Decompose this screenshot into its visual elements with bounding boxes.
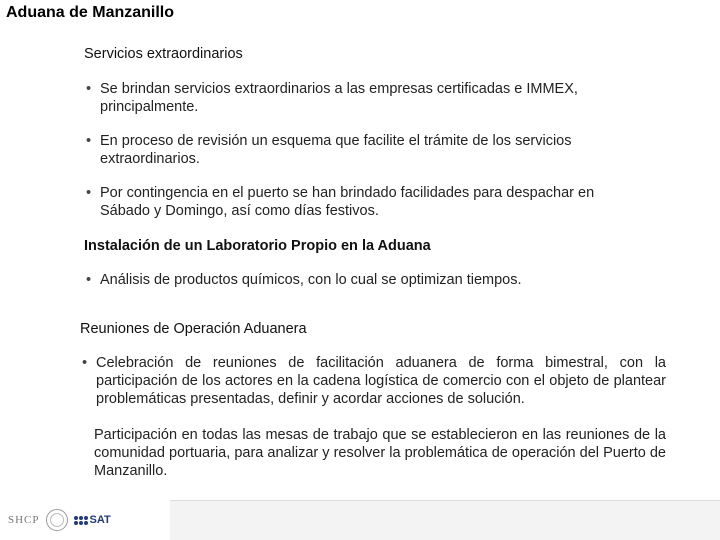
footer-logos	[0, 500, 170, 540]
sat-dots-icon	[74, 516, 88, 525]
paragraph-participacion: Participación en todas las mesas de trabajo que se establecieron en las reuniones de la comunidad portuaria, para analizar y resolver la problemática de operación del Puerto de Manzanillo.	[94, 427, 666, 479]
sat-logo-text: SAT	[89, 514, 111, 526]
bullet-list	[84, 271, 644, 289]
slide-title: Aduana de Manzanillo	[6, 4, 175, 21]
bullet-list	[80, 354, 666, 408]
bullet-item: • Celebración de reuniones de facilitación aduanera de forma bimestral, con la participación de los actores en la cadena logística de comercio con el objeto de plantear problemáticas presentadas, definir y acordar acciones de solución.	[80, 354, 666, 408]
footer	[0, 500, 720, 540]
section-servicios-extraordinarios	[84, 46, 644, 220]
sat-logo	[74, 514, 111, 526]
bullet-item: • Por contingencia en el puerto se han brindado facilidades para despachar en Sábado y Domingo, así como días festivos.	[84, 184, 644, 220]
bullet-list	[84, 80, 644, 220]
section-heading: Instalación de un Laboratorio Propio en la Aduana	[84, 238, 431, 254]
bullet-item: • Análisis de productos químicos, con lo cual se optimizan tiempos.	[84, 271, 644, 289]
section-reuniones	[80, 321, 666, 408]
bullet-item: • Se brindan servicios extraordinarios a las empresas certificadas e IMMEX, principalmente.	[84, 80, 644, 116]
footer-bar	[170, 500, 720, 540]
section-laboratorio	[84, 238, 644, 289]
section-heading: Servicios extraordinarios	[84, 46, 243, 62]
national-seal-icon	[46, 509, 68, 531]
bullet-item: • En proceso de revisión un esquema que facilite el trámite de los servicios extraordinarios.	[84, 132, 644, 168]
shcp-logo: SHCP	[8, 514, 40, 526]
section-heading: Reuniones de Operación Aduanera	[80, 321, 307, 337]
